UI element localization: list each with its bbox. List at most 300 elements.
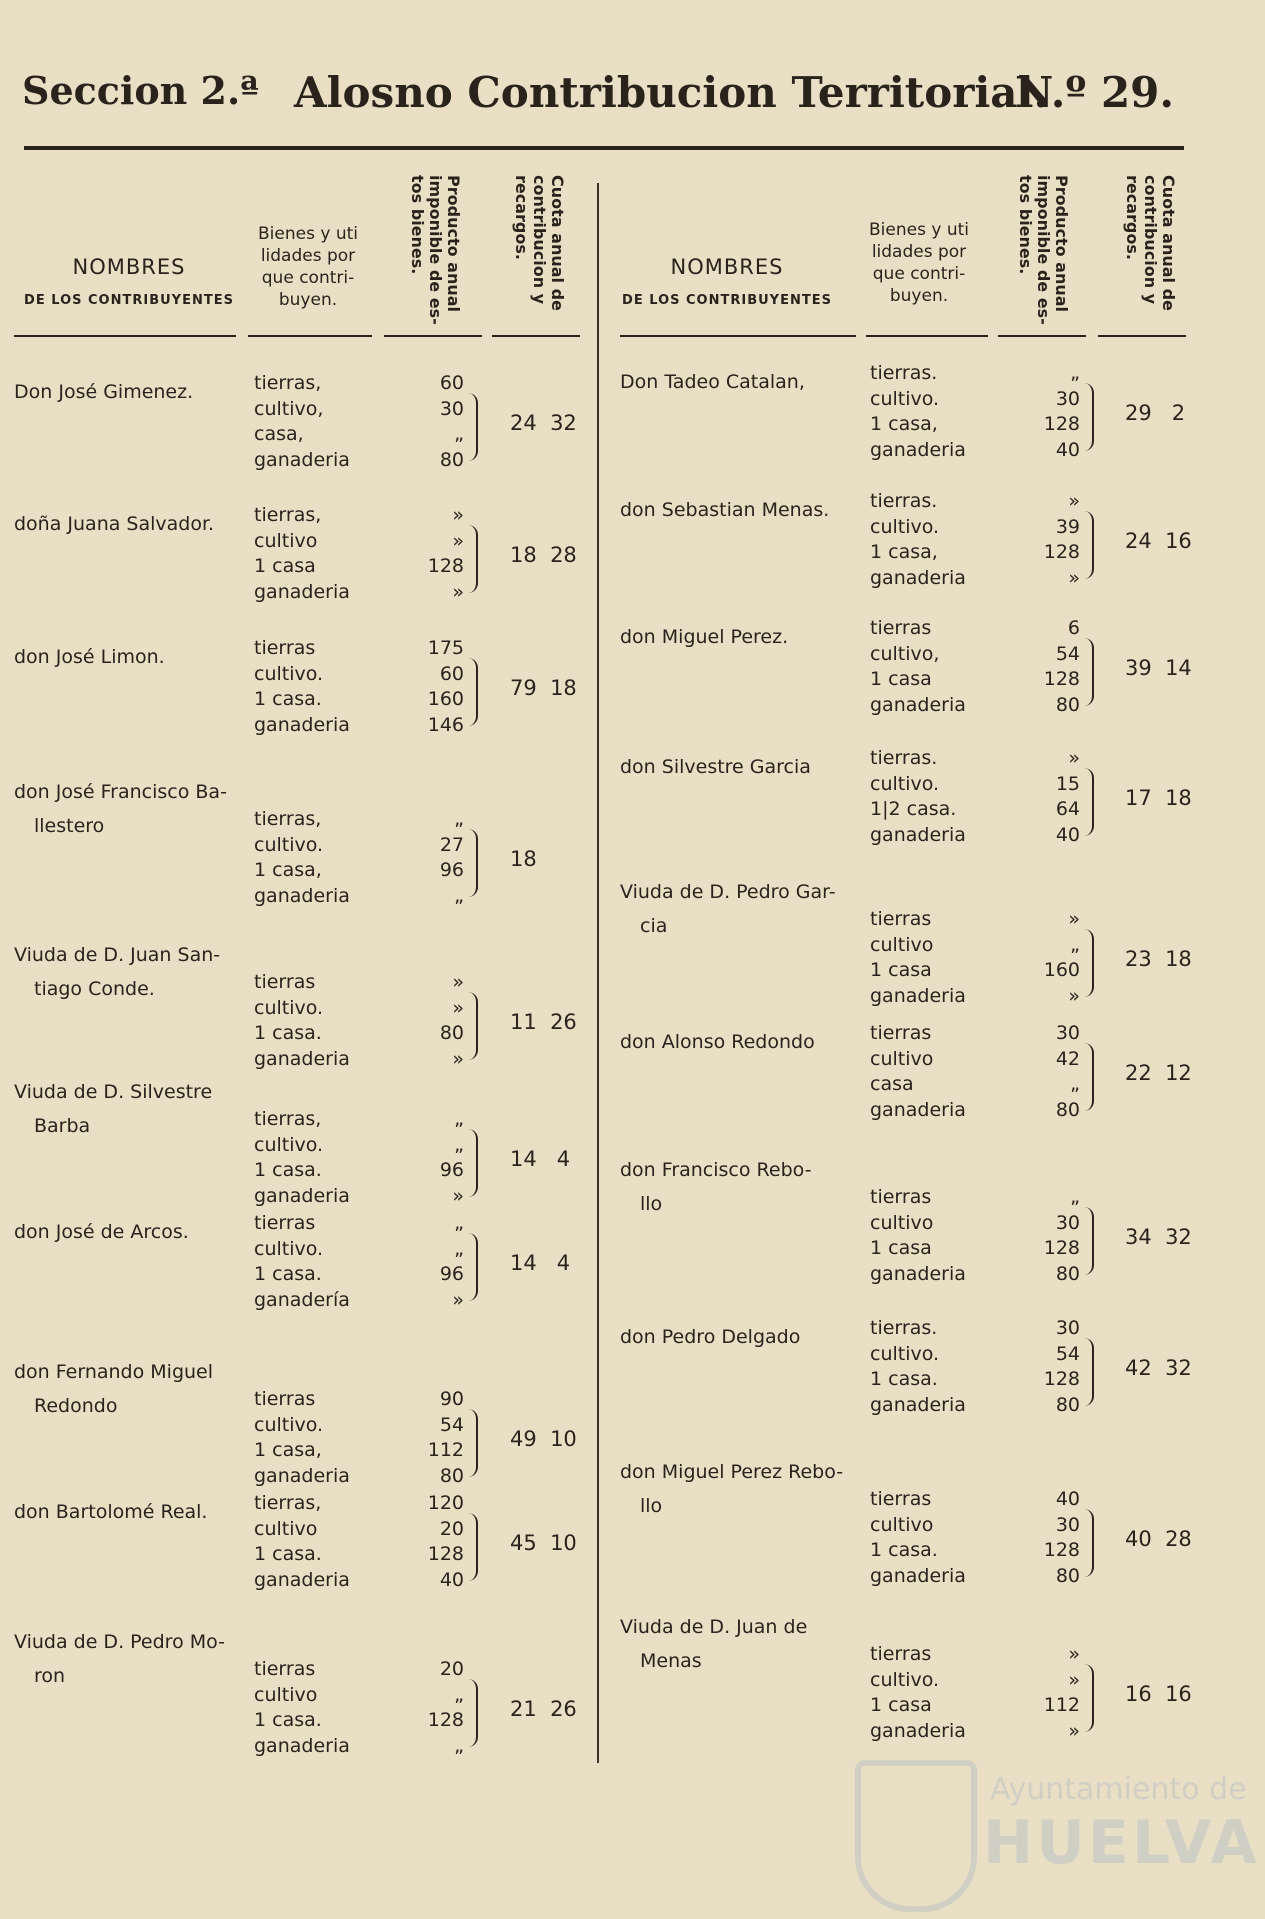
coat-of-arms-icon bbox=[855, 1760, 977, 1912]
brace-mark bbox=[1084, 1043, 1094, 1111]
document-number: N.º 29. bbox=[1015, 68, 1175, 117]
contributor-name bbox=[14, 640, 165, 674]
property-value: 30 bbox=[1055, 1317, 1080, 1339]
property-row bbox=[870, 566, 1080, 592]
property-label: cultivo bbox=[254, 1517, 318, 1540]
property-row bbox=[870, 1236, 1080, 1262]
property-row bbox=[254, 1237, 464, 1263]
property-row bbox=[254, 1047, 464, 1073]
property-label: ganaderia bbox=[870, 438, 966, 461]
property-items bbox=[870, 907, 1080, 1009]
contributor-name bbox=[620, 1610, 807, 1678]
property-value: „ bbox=[454, 1108, 464, 1130]
property-value: 128 bbox=[1043, 1237, 1080, 1259]
property-row bbox=[254, 1184, 464, 1210]
property-label: cultivo bbox=[870, 1047, 934, 1070]
property-label: tierras bbox=[254, 1212, 316, 1234]
property-value: 64 bbox=[1055, 798, 1080, 820]
header-underline bbox=[1098, 335, 1186, 337]
property-value: 42 bbox=[1055, 1047, 1080, 1070]
property-value: 39 bbox=[1055, 515, 1080, 538]
property-row bbox=[254, 807, 464, 833]
property-row bbox=[254, 529, 464, 555]
annual-quota: 18 28 bbox=[510, 543, 577, 567]
property-items bbox=[254, 1491, 464, 1593]
property-label: tierras, bbox=[254, 1492, 322, 1514]
contributor-name-line: Redondo bbox=[34, 1395, 118, 1417]
property-value: » bbox=[452, 1184, 464, 1207]
bienes-header: Bienes y uti lidades por que contri- buyen. bbox=[258, 224, 358, 310]
property-row bbox=[870, 1047, 1080, 1073]
property-row bbox=[254, 580, 464, 606]
property-value: 6 bbox=[1067, 617, 1080, 639]
brace-mark bbox=[1084, 511, 1094, 579]
property-value: 80 bbox=[1055, 693, 1080, 716]
property-row bbox=[870, 438, 1080, 464]
property-row bbox=[870, 616, 1080, 642]
property-label: ganaderia bbox=[870, 823, 966, 846]
property-label: cultivo. bbox=[254, 996, 324, 1019]
property-row bbox=[254, 397, 464, 423]
property-value: 60 bbox=[439, 662, 464, 685]
property-row bbox=[254, 1107, 464, 1133]
property-label: cultivo. bbox=[870, 515, 940, 538]
property-row bbox=[254, 662, 464, 688]
property-label: ganaderia bbox=[870, 1262, 966, 1285]
property-row bbox=[870, 1513, 1080, 1539]
property-row bbox=[870, 797, 1080, 823]
property-value: 160 bbox=[427, 688, 464, 710]
property-value: 80 bbox=[439, 1464, 464, 1487]
property-label: tierras. bbox=[870, 747, 938, 769]
property-label: casa bbox=[870, 1073, 914, 1095]
property-label: cultivo. bbox=[254, 1237, 324, 1260]
property-items bbox=[254, 371, 464, 473]
property-value: 54 bbox=[1055, 642, 1080, 665]
property-label: cultivo. bbox=[254, 662, 324, 685]
contributor-name bbox=[620, 875, 836, 943]
contributor-name-line: don Miguel Perez. bbox=[620, 626, 789, 648]
property-label: ganaderia bbox=[870, 566, 966, 589]
property-value: 30 bbox=[439, 397, 464, 420]
brace-mark bbox=[468, 393, 478, 461]
header-underline bbox=[14, 335, 236, 337]
property-label: 1 casa. bbox=[254, 1159, 322, 1181]
property-row bbox=[870, 1564, 1080, 1590]
property-label: 1 casa. bbox=[254, 688, 322, 710]
property-label: ganadería bbox=[254, 1288, 350, 1311]
property-row bbox=[870, 1367, 1080, 1393]
property-items bbox=[870, 1316, 1080, 1418]
property-row bbox=[254, 1438, 464, 1464]
property-label: 1 casa bbox=[254, 555, 316, 577]
property-label: tierras. bbox=[870, 1317, 938, 1339]
header-underline bbox=[998, 335, 1086, 337]
property-label: 1 casa. bbox=[254, 1709, 322, 1731]
column-divider bbox=[597, 183, 599, 1763]
property-value: » bbox=[452, 1288, 464, 1311]
contributor-name-line: llo bbox=[640, 1193, 663, 1215]
names-header-bottom: DE LOS CONTRIBUYENTES bbox=[622, 293, 832, 308]
property-items bbox=[870, 489, 1080, 591]
property-row bbox=[254, 554, 464, 580]
contributor-name bbox=[620, 1455, 843, 1523]
property-items bbox=[870, 1487, 1080, 1589]
property-label: 1 casa, bbox=[254, 859, 322, 881]
property-label: ganaderia bbox=[870, 693, 966, 716]
property-row bbox=[870, 412, 1080, 438]
brace-mark bbox=[468, 658, 478, 726]
brace-mark bbox=[1084, 1338, 1094, 1406]
property-value: „ bbox=[1070, 362, 1080, 384]
bienes-header: Bienes y uti lidades por que contri- buyen. bbox=[869, 220, 969, 306]
table-header bbox=[620, 175, 1190, 340]
property-label: 1 casa bbox=[870, 1237, 932, 1259]
property-label: 1 casa, bbox=[254, 1439, 322, 1461]
property-value: » bbox=[1068, 490, 1080, 512]
property-row bbox=[870, 1393, 1080, 1419]
property-row bbox=[254, 1133, 464, 1159]
brace-mark bbox=[468, 1513, 478, 1581]
property-row bbox=[254, 1262, 464, 1288]
contributor-name bbox=[14, 775, 227, 843]
property-label: cultivo. bbox=[870, 387, 940, 410]
header-underline bbox=[492, 335, 580, 337]
property-label: tierras. bbox=[870, 490, 938, 512]
property-label: cultivo. bbox=[870, 772, 940, 795]
property-label: cultivo bbox=[870, 933, 934, 956]
property-label: ganaderia bbox=[254, 1184, 350, 1207]
contributor-name bbox=[620, 365, 805, 399]
property-row bbox=[870, 933, 1080, 959]
property-row bbox=[254, 503, 464, 529]
property-row bbox=[870, 958, 1080, 984]
property-row bbox=[870, 1538, 1080, 1564]
property-value: „ bbox=[454, 1734, 464, 1757]
document-title: Alosno Contribucion Territorial. bbox=[294, 68, 1049, 117]
brace-mark bbox=[468, 1679, 478, 1747]
property-row bbox=[870, 1316, 1080, 1342]
annual-quota: 24 32 bbox=[510, 411, 577, 435]
contributor-name-line: don José Limon. bbox=[14, 646, 165, 668]
property-value: » bbox=[1068, 1643, 1080, 1665]
header-underline bbox=[384, 335, 482, 337]
table-header bbox=[14, 175, 586, 340]
property-value: „ bbox=[454, 884, 464, 907]
property-label: cultivo. bbox=[870, 1342, 940, 1365]
property-row bbox=[254, 1288, 464, 1314]
property-value: „ bbox=[454, 808, 464, 830]
property-row bbox=[254, 1413, 464, 1439]
annual-quota: 21 26 bbox=[510, 1697, 577, 1721]
property-label: tierras bbox=[870, 1022, 932, 1044]
contributor-name bbox=[14, 375, 193, 409]
property-row bbox=[870, 642, 1080, 668]
property-label: tierras bbox=[870, 908, 932, 930]
property-label: tierras, bbox=[254, 372, 322, 394]
property-row bbox=[870, 1185, 1080, 1211]
contributor-name-line: cia bbox=[640, 915, 668, 937]
contributor-name-line: don Fernando Miguel bbox=[14, 1361, 214, 1383]
property-row bbox=[254, 1734, 464, 1760]
property-value: 40 bbox=[1055, 438, 1080, 461]
names-header bbox=[14, 255, 244, 308]
section-label: Seccion 2.ª bbox=[22, 68, 259, 113]
property-label: ganaderia bbox=[254, 1734, 350, 1757]
property-label: cultivo bbox=[254, 529, 318, 552]
property-items bbox=[254, 970, 464, 1072]
property-value: 30 bbox=[1055, 1211, 1080, 1234]
header-underline bbox=[248, 335, 372, 337]
property-label: tierras bbox=[254, 971, 316, 993]
watermark-line2: HUELVA bbox=[983, 1808, 1260, 1878]
property-label: 1|2 casa. bbox=[870, 798, 957, 820]
contributor-name-line: don José Francisco Ba- bbox=[14, 781, 227, 803]
property-row bbox=[870, 1342, 1080, 1368]
property-value: » bbox=[452, 529, 464, 552]
annual-quota: 23 18 bbox=[1125, 947, 1192, 971]
annual-quota: 17 18 bbox=[1125, 786, 1192, 810]
property-row bbox=[870, 667, 1080, 693]
property-row bbox=[254, 1517, 464, 1543]
names-header-top: NOMBRES bbox=[72, 255, 186, 279]
property-value: „ bbox=[454, 1683, 464, 1706]
brace-mark bbox=[468, 1409, 478, 1477]
property-value: 80 bbox=[439, 448, 464, 471]
property-value: 30 bbox=[1055, 1513, 1080, 1536]
property-label: 1 casa bbox=[870, 668, 932, 690]
annual-quota: 14 4 bbox=[510, 1147, 571, 1171]
brace-mark bbox=[468, 525, 478, 593]
property-row bbox=[254, 1568, 464, 1594]
brace-mark bbox=[1084, 638, 1094, 706]
property-row bbox=[870, 489, 1080, 515]
property-label: cultivo bbox=[870, 1211, 934, 1234]
property-label: 1 casa. bbox=[254, 1543, 322, 1565]
property-label: cultivo. bbox=[254, 1413, 324, 1436]
property-items bbox=[254, 503, 464, 605]
property-value: 80 bbox=[1055, 1393, 1080, 1416]
property-value: „ bbox=[1070, 933, 1080, 956]
property-value: 80 bbox=[439, 1022, 464, 1044]
property-value: 128 bbox=[427, 1709, 464, 1731]
contributor-name-line: don José de Arcos. bbox=[14, 1221, 189, 1243]
brace-mark bbox=[468, 1129, 478, 1197]
property-label: ganaderia bbox=[254, 1047, 350, 1070]
property-value: 80 bbox=[1055, 1098, 1080, 1121]
header-underline bbox=[620, 335, 856, 337]
annual-quota: 22 12 bbox=[1125, 1061, 1192, 1085]
property-value: „ bbox=[454, 1212, 464, 1234]
property-value: » bbox=[1068, 566, 1080, 589]
property-label: casa, bbox=[254, 423, 304, 445]
property-value: 40 bbox=[439, 1568, 464, 1591]
property-value: 80 bbox=[1055, 1262, 1080, 1285]
contributor-name bbox=[14, 1625, 225, 1693]
property-label: ganaderia bbox=[870, 1564, 966, 1587]
contributor-name bbox=[14, 1495, 207, 1529]
property-value: 60 bbox=[439, 372, 464, 394]
property-row bbox=[870, 1668, 1080, 1694]
property-label: tierras bbox=[254, 1658, 316, 1680]
property-value: » bbox=[452, 580, 464, 603]
property-row bbox=[870, 361, 1080, 387]
contributor-name-line: Don Tadeo Catalan, bbox=[620, 371, 805, 393]
annual-quota: 29 2 bbox=[1125, 401, 1186, 425]
annual-quota: 45 10 bbox=[510, 1531, 577, 1555]
property-label: tierras bbox=[870, 1186, 932, 1208]
property-label: 1 casa, bbox=[870, 541, 938, 563]
contributor-name bbox=[620, 1320, 800, 1354]
property-value: 128 bbox=[1043, 413, 1080, 435]
property-value: 15 bbox=[1055, 772, 1080, 795]
contributor-name-line: Menas bbox=[640, 1650, 702, 1672]
property-label: 1 casa. bbox=[870, 1368, 938, 1390]
property-label: 1 casa. bbox=[254, 1022, 322, 1044]
property-items bbox=[254, 636, 464, 738]
contributor-name-line: llo bbox=[640, 1495, 663, 1517]
property-items bbox=[870, 1642, 1080, 1744]
property-value: » bbox=[452, 971, 464, 993]
property-value: „ bbox=[1070, 1186, 1080, 1208]
property-row bbox=[870, 540, 1080, 566]
contributor-name-line: don Bartolomé Real. bbox=[14, 1501, 208, 1523]
property-row bbox=[870, 1262, 1080, 1288]
property-row bbox=[254, 422, 464, 448]
annual-quota: 39 14 bbox=[1125, 656, 1192, 680]
property-value: „ bbox=[1070, 1073, 1080, 1095]
property-row bbox=[254, 884, 464, 910]
property-row bbox=[870, 746, 1080, 772]
contributor-name-line: Viuda de D. Juan San- bbox=[14, 944, 221, 966]
property-value: 20 bbox=[439, 1517, 464, 1540]
header-underline bbox=[866, 335, 988, 337]
contributor-name-line: ron bbox=[34, 1665, 66, 1687]
property-value: » bbox=[1068, 1719, 1080, 1742]
contributor-name bbox=[14, 1075, 212, 1143]
property-row bbox=[254, 1464, 464, 1490]
property-label: tierras bbox=[870, 1643, 932, 1665]
right-column bbox=[620, 175, 1192, 1742]
property-row bbox=[254, 1211, 464, 1237]
property-row bbox=[870, 1211, 1080, 1237]
property-label: tierras bbox=[254, 637, 316, 659]
property-label: tierras, bbox=[254, 504, 322, 526]
property-value: » bbox=[1068, 747, 1080, 769]
property-value: „ bbox=[454, 1133, 464, 1156]
property-value: 40 bbox=[1055, 1488, 1080, 1510]
cuota-header: Cuota anual de contribucion y recargos. bbox=[1123, 175, 1178, 311]
property-value: » bbox=[1068, 1668, 1080, 1691]
contributor-name-line: Viuda de D. Juan de bbox=[620, 1616, 808, 1638]
property-items bbox=[254, 807, 464, 909]
property-label: ganaderia bbox=[254, 580, 350, 603]
property-row bbox=[254, 1708, 464, 1734]
contributor-name-line: don Sebastian Menas. bbox=[620, 499, 830, 521]
property-row bbox=[254, 1491, 464, 1517]
brace-mark bbox=[468, 1233, 478, 1301]
property-label: tierras bbox=[870, 617, 932, 639]
property-value: 96 bbox=[439, 859, 464, 881]
property-items bbox=[870, 1185, 1080, 1287]
annual-quota: 34 32 bbox=[1125, 1225, 1192, 1249]
property-row bbox=[870, 907, 1080, 933]
property-items bbox=[870, 616, 1080, 718]
annual-quota: 49 10 bbox=[510, 1427, 577, 1451]
annual-quota: 11 26 bbox=[510, 1010, 577, 1034]
property-value: » bbox=[452, 1047, 464, 1070]
property-label: 1 casa. bbox=[870, 1539, 938, 1561]
contributor-name bbox=[14, 1355, 213, 1423]
property-value: 27 bbox=[439, 833, 464, 856]
property-label: cultivo, bbox=[254, 397, 324, 420]
property-value: 128 bbox=[1043, 541, 1080, 563]
property-label: 1 casa bbox=[870, 1694, 932, 1716]
contributor-name-line: Viuda de D. Pedro Mo- bbox=[14, 1631, 225, 1653]
property-items bbox=[870, 361, 1080, 463]
annual-quota: 14 4 bbox=[510, 1251, 571, 1275]
property-label: cultivo. bbox=[870, 1668, 940, 1691]
contributor-name-line: Barba bbox=[34, 1115, 91, 1137]
property-row bbox=[870, 1642, 1080, 1668]
property-label: ganaderia bbox=[254, 713, 350, 736]
property-value: 128 bbox=[427, 1543, 464, 1565]
property-value: 96 bbox=[439, 1263, 464, 1285]
producto-header: Producto anual imponible de es- tos bienes. bbox=[1016, 175, 1071, 325]
property-label: ganaderia bbox=[870, 984, 966, 1007]
property-row bbox=[870, 515, 1080, 541]
property-row bbox=[870, 823, 1080, 849]
contributor-name bbox=[620, 620, 788, 654]
property-label: cultivo. bbox=[254, 1133, 324, 1156]
annual-quota: 18 bbox=[510, 847, 537, 871]
property-value: 80 bbox=[1055, 1564, 1080, 1587]
property-row bbox=[870, 387, 1080, 413]
names-header bbox=[612, 255, 842, 308]
property-value: 90 bbox=[439, 1388, 464, 1410]
contributor-name-line: don Alonso Redondo bbox=[620, 1031, 815, 1053]
property-items bbox=[254, 1211, 464, 1313]
property-value: 30 bbox=[1055, 1022, 1080, 1044]
property-label: ganaderia bbox=[870, 1719, 966, 1742]
property-row bbox=[254, 1657, 464, 1683]
contributor-name-line: tiago Conde. bbox=[34, 978, 155, 1000]
brace-mark bbox=[1084, 1664, 1094, 1732]
brace-mark bbox=[1084, 1509, 1094, 1577]
property-value: » bbox=[1068, 984, 1080, 1007]
property-row bbox=[254, 713, 464, 739]
property-items bbox=[870, 746, 1080, 848]
property-value: 54 bbox=[439, 1413, 464, 1436]
property-row bbox=[870, 1072, 1080, 1098]
contributor-name-line: Viuda de D. Silvestre bbox=[14, 1081, 213, 1103]
property-label: tierras, bbox=[254, 1108, 322, 1130]
property-row bbox=[254, 1387, 464, 1413]
property-value: „ bbox=[454, 423, 464, 445]
property-label: cultivo bbox=[870, 1513, 934, 1536]
property-row bbox=[254, 371, 464, 397]
property-row bbox=[870, 693, 1080, 719]
brace-mark bbox=[1084, 768, 1094, 836]
property-value: 128 bbox=[1043, 1368, 1080, 1390]
contributor-name-line: don Pedro Delgado bbox=[620, 1326, 801, 1348]
property-row bbox=[254, 858, 464, 884]
contributor-name-line: llestero bbox=[34, 815, 105, 837]
property-row bbox=[870, 1719, 1080, 1745]
property-value: 128 bbox=[1043, 668, 1080, 690]
brace-mark bbox=[1084, 383, 1094, 451]
property-value: » bbox=[452, 996, 464, 1019]
